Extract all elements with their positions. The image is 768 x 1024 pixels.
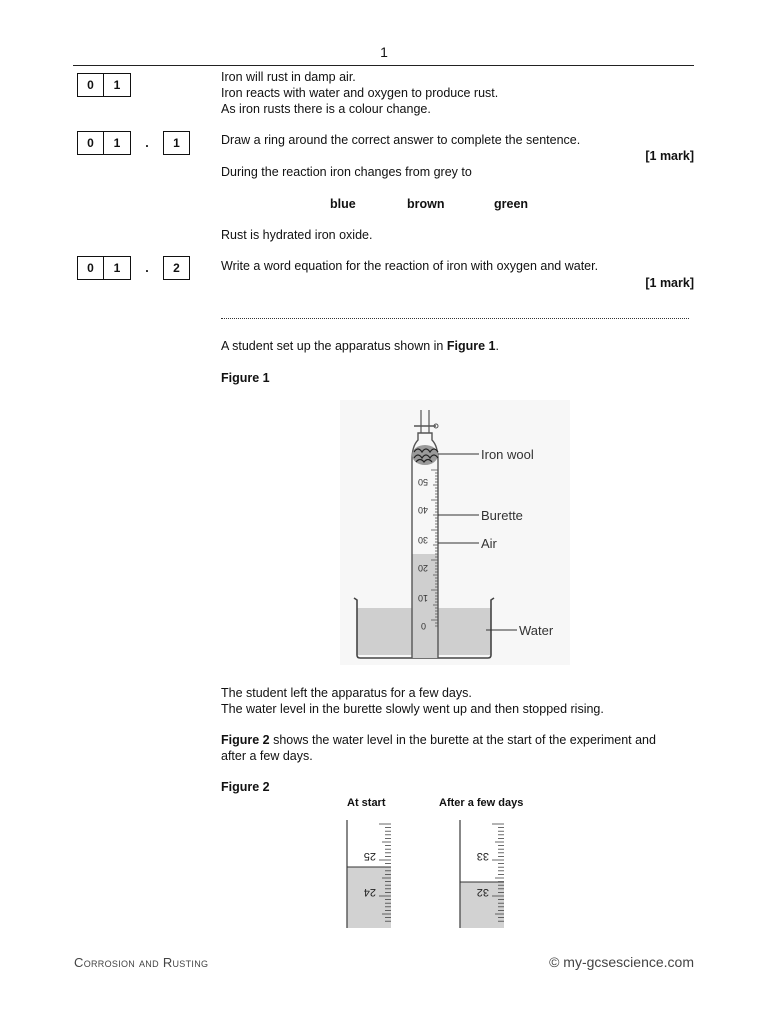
answer-option-brown[interactable]: brown <box>407 197 445 211</box>
figure-1-title: Figure 1 <box>221 371 270 385</box>
mark-allocation: [1 mark] <box>645 276 694 290</box>
question-01-1-number <box>77 131 190 155</box>
iron-wool <box>412 445 438 465</box>
scale-number: 30 <box>417 535 428 545</box>
label-iron-wool: Iron wool <box>481 447 534 462</box>
question-number-digit: 0 <box>77 73 104 97</box>
intro-line: As iron rusts there is a colour change. <box>221 102 431 116</box>
panel-label-at-start: At start <box>347 797 386 809</box>
figure-reference: Figure 1 <box>446 339 496 353</box>
sentence-text: shows the water level in the burette at the start of the experiment and <box>269 733 656 747</box>
panel-label-after-few-days: After a few days <box>439 797 524 809</box>
closeup-number-upper: 33 <box>476 850 489 862</box>
answer-line[interactable] <box>221 310 689 319</box>
page-number: 1 <box>380 44 388 60</box>
question-01-2-number <box>77 256 190 280</box>
apparatus-sentence <box>221 338 499 354</box>
scale-number: 50 <box>417 477 428 487</box>
figure-2-description-cont: after a few days. <box>221 749 313 763</box>
question-number-digit: 0 <box>77 131 104 155</box>
figure-reference: Figure 2 <box>221 733 270 747</box>
footer-topic: Corrosion and Rusting <box>74 955 209 970</box>
sentence-text: . <box>495 339 499 353</box>
observation-line: The student left the apparatus for a few days. <box>221 686 472 700</box>
question-instruction: Draw a ring around the correct answer to complete the sentence. <box>221 133 581 147</box>
intro-line: Iron will rust in damp air. <box>221 70 356 84</box>
header-rule <box>73 65 694 66</box>
question-stem: During the reaction iron changes from grey to <box>221 165 472 179</box>
label-burette: Burette <box>481 508 523 523</box>
figure-1-apparatus <box>340 400 570 665</box>
mark-allocation: [1 mark] <box>645 149 694 163</box>
footer-copyright: © my-gcsescience.com <box>549 954 694 970</box>
closeup-number-upper: 25 <box>363 850 376 862</box>
question-part-number: 1 <box>163 131 190 155</box>
figure-2-title: Figure 2 <box>221 780 270 794</box>
closeup-number-lower: 32 <box>476 886 489 898</box>
question-01-number <box>77 73 131 97</box>
question-number-digit: 0 <box>77 256 104 280</box>
scale-number: 40 <box>417 505 428 515</box>
burette-closeup-at-start <box>345 820 395 928</box>
burette-closeup-after-few-days <box>458 820 508 928</box>
answer-option-green[interactable]: green <box>494 197 529 211</box>
question-number-separator: . <box>145 261 149 275</box>
question-number-digit: 1 <box>104 256 131 280</box>
label-water: Water <box>519 623 554 638</box>
label-air: Air <box>481 536 497 551</box>
question-instruction: Write a word equation for the reaction of iron with oxygen and water. <box>221 259 599 273</box>
question-number-digit: 1 <box>104 73 131 97</box>
intro-line: Iron reacts with water and oxygen to produce rust. <box>221 86 499 100</box>
scale-number: 20 <box>417 563 428 573</box>
closeup-number-lower: 24 <box>363 886 376 898</box>
scale-number: 10 <box>417 593 428 603</box>
answer-option-blue[interactable]: blue <box>330 197 356 211</box>
info-note: Rust is hydrated iron oxide. <box>221 228 373 242</box>
question-number-separator: . <box>145 136 149 150</box>
figure-2-description <box>221 732 656 748</box>
sentence-text: A student set up the apparatus shown in <box>221 339 447 353</box>
scale-number: 0 <box>420 621 426 631</box>
observation-line: The water level in the burette slowly went up and then stopped rising. <box>221 702 604 716</box>
question-number-digit: 1 <box>104 131 131 155</box>
question-part-number: 2 <box>163 256 190 280</box>
